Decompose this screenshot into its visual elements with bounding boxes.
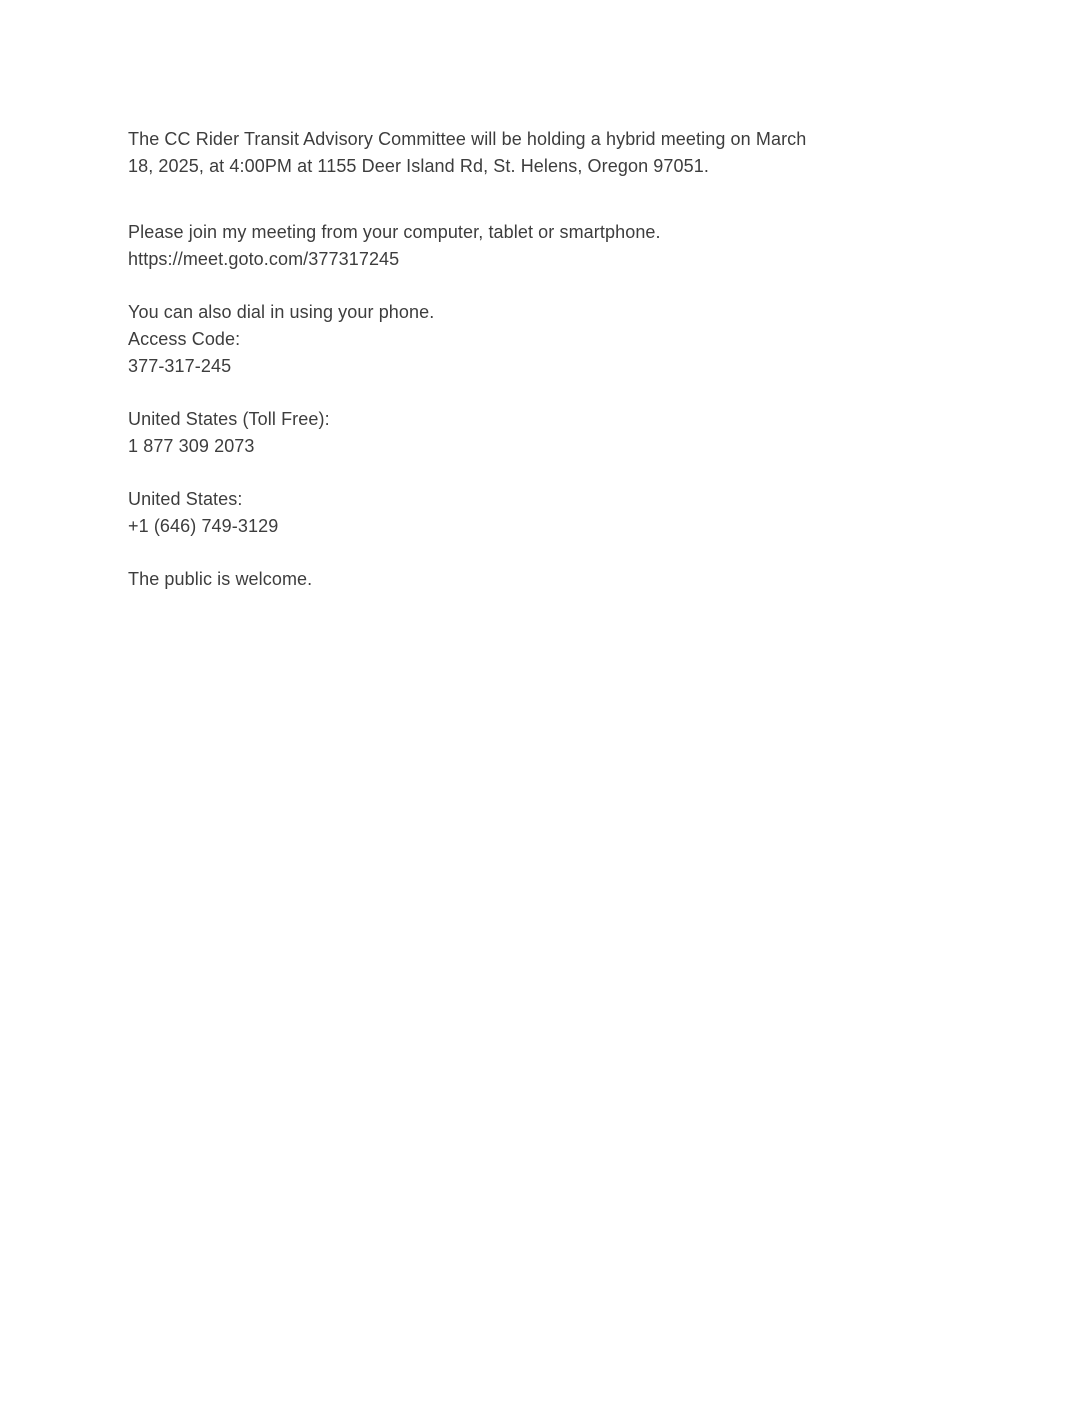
paragraph-direct-line xyxy=(128,486,948,540)
text-line: 18, 2025, at 4:00PM at 1155 Deer Island Rd, St. Helens, Oregon 97051. xyxy=(128,156,709,176)
access-code-value: 377-317-245 xyxy=(128,356,232,376)
paragraph-meeting-intro xyxy=(128,126,948,180)
phone-label: United States: xyxy=(128,489,243,509)
text-line: You can also dial in using your phone. xyxy=(128,302,435,322)
paragraph-join-instructions xyxy=(128,219,948,273)
phone-number: 1 877 309 2073 xyxy=(128,436,255,456)
meeting-url: https://meet.goto.com/377317245 xyxy=(128,249,400,269)
document-body xyxy=(128,126,948,619)
phone-label: United States (Toll Free): xyxy=(128,409,330,429)
text-line: Please join my meeting from your computer, tablet or smartphone. xyxy=(128,222,661,242)
phone-number: +1 (646) 749-3129 xyxy=(128,516,279,536)
text-line: The CC Rider Transit Advisory Committee will be holding a hybrid meeting on March xyxy=(128,129,807,149)
text-line: The public is welcome. xyxy=(128,569,313,589)
paragraph-dial-in xyxy=(128,299,948,380)
paragraph-closing xyxy=(128,566,948,593)
access-code-label: Access Code: xyxy=(128,329,241,349)
paragraph-toll-free xyxy=(128,406,948,460)
